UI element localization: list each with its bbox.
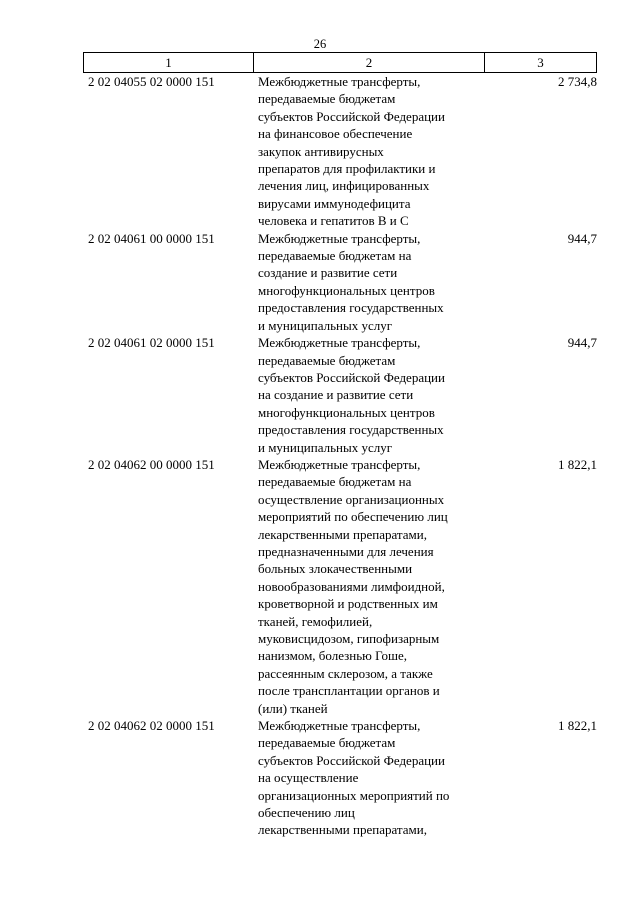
description-line: Межбюджетные трансферты,	[258, 456, 421, 472]
amount: 944,7	[567, 230, 597, 246]
header-col-1: 1	[84, 53, 254, 72]
description-line: на финансовое обеспечение	[258, 126, 413, 142]
description-line: на осуществление	[258, 770, 359, 786]
description	[253, 230, 484, 334]
description-line: рассеянным склерозом, а также	[258, 665, 433, 681]
description-line: Межбюджетные трансферты,	[258, 718, 421, 734]
description	[253, 717, 484, 839]
amount: 1 822,1	[558, 456, 597, 472]
description-line: передаваемые бюджетам	[258, 352, 396, 368]
description-line: кроветворной и родственных им	[258, 596, 438, 612]
description-line: больных злокачественными	[258, 561, 413, 577]
description-line: субъектов Российской Федерации	[258, 752, 445, 768]
description-line: после трансплантации органов и	[258, 683, 440, 699]
description-line: нанизмом, болезнью Гоше,	[258, 648, 408, 664]
header-col-3: 3	[537, 55, 544, 70]
amount: 944,7	[567, 335, 597, 351]
description-line: создание и развитие сети	[258, 265, 398, 281]
description-line: субъектов Российской Федерации	[258, 369, 445, 385]
description	[253, 334, 484, 456]
description-line: многофункциональных центров	[258, 282, 435, 298]
description-line: лекарственными препаратами,	[258, 526, 427, 542]
description-line: передаваемые бюджетам	[258, 91, 396, 107]
description-line: вирусами иммунодефицита	[258, 195, 411, 211]
budget-code: 2 02 04061 00 0000 151	[88, 230, 215, 246]
description-line: передаваемые бюджетам	[258, 735, 396, 751]
description-line: передаваемые бюджетам на	[258, 248, 412, 264]
description-line: предоставления государственных	[258, 422, 444, 438]
table-header	[83, 52, 597, 73]
description-line: (или) тканей	[258, 700, 328, 716]
description-line: субъектов Российской Федерации	[258, 108, 445, 124]
budget-code: 2 02 04061 02 0000 151	[88, 335, 215, 351]
description-line: предназначенными для лечения	[258, 543, 434, 559]
description-line: и муниципальных услуг	[258, 317, 393, 333]
page-number: 26	[313, 37, 327, 51]
description-line: тканей, гемофилией,	[258, 613, 373, 629]
description-line: обеспечению лиц	[258, 805, 355, 821]
budget-code: 2 02 04062 02 0000 151	[88, 718, 215, 734]
table-row	[83, 717, 597, 839]
description-line: лечения лиц, инфицированных	[258, 178, 430, 194]
budget-code: 2 02 04055 02 0000 151	[88, 74, 215, 89]
description-line: человека и гепатитов В и С	[258, 213, 409, 229]
description-line: Межбюджетные трансферты,	[258, 335, 421, 351]
table-row	[83, 456, 597, 717]
description-line: закупок антивирусных	[258, 143, 384, 159]
table-row	[83, 230, 597, 334]
description-line: организационных мероприятий по	[258, 787, 450, 803]
description-line: на создание и развитие сети	[258, 387, 414, 403]
description	[253, 456, 484, 717]
description-line: многофункциональных центров	[258, 404, 435, 420]
description-line: мероприятий по обеспечению лиц	[258, 509, 448, 525]
budget-code: 2 02 04062 00 0000 151	[88, 456, 215, 472]
amount: 1 822,1	[558, 718, 597, 734]
amount: 2 734,8	[558, 74, 597, 89]
description-line: новообразованиями лимфоидной,	[258, 578, 445, 594]
description-line: осуществление организационных	[258, 491, 445, 507]
description-line: Межбюджетные трансферты,	[258, 74, 421, 89]
table-body	[83, 73, 597, 839]
description	[253, 73, 484, 230]
description-line: муковисцидозом, гипофизарным	[258, 631, 440, 646]
description-line: лекарственными препаратами,	[258, 822, 427, 838]
table-row	[83, 334, 597, 456]
table-row	[83, 73, 597, 230]
description-line: и муниципальных услуг	[258, 439, 393, 455]
description-line: предоставления государственных	[258, 300, 444, 316]
description-line: препаратов для профилактики и	[258, 161, 436, 177]
header-col-2: 2	[254, 53, 485, 72]
description-line: Межбюджетные трансферты,	[258, 230, 421, 246]
description-line: передаваемые бюджетам на	[258, 474, 412, 490]
